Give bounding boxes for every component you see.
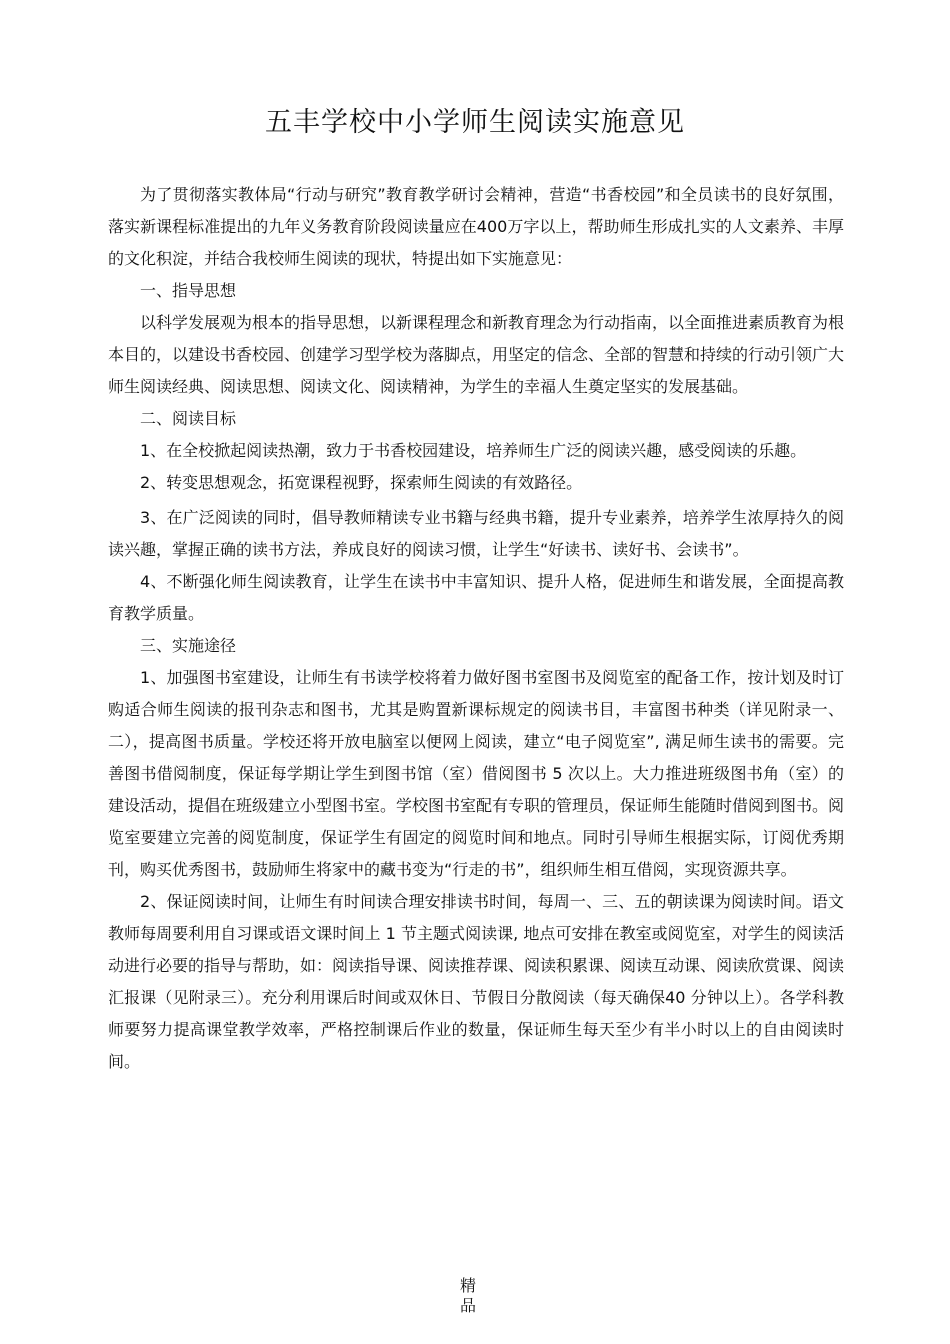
implementation-item-1: 1、加强图书室建设，让师生有书读学校将着力做好图书室图书及阅览室的配备工作，按计划及时订购适合师生阅读的报刊杂志和图书，尤其是购置新课标规定的阅读书目，丰富图书种类（详见附录一、二），提高图书质量。学校还将开放电脑室以便网上阅读，建立“电子阅览室”, 满足师生读书的需要。完善图书借阅制度，保证每学期让学生到图书馆（室）借阅图书 5 次以上。大力推进班级图书角（室）的建设活动，提倡在班级建立小型图书室。学校图书室配有专职的管理员，保证师生能随时借阅到图书。阅览室要建立完善的阅览制度，保证学生有固定的阅览时间和地点。同时引导师生根据实际，订阅优秀期刊，购买优秀图书，鼓励师生将家中的藏书变为“行走的书”，组织师生相互借阅，实现资源共享。 [108,668,845,879]
section-heading-guiding-ideology: 一、指导思想 [140,281,237,300]
document-body [108,179,844,1078]
goal-item-1: 1、在全校掀起阅读热潮，致力于书香校园建设，培养师生广泛的阅读兴趣，感受阅读的乐趣。 [140,441,807,460]
footer-mark: 精品 [459,1276,476,1315]
goal-item-2: 2、转变思想观念，拓宽课程视野，探索师生阅读的有效路径。 [140,473,583,492]
guiding-ideology-paragraph: 以科学发展观为根本的指导思想，以新课程理念和新教育理念为行动指南，以全面推进素质教育为根本目的，以建设书香校园、创建学习型学校为落脚点，用坚定的信念、全部的智慧和持续的行动引领广大师生阅读经典、阅读思想、阅读文化、阅读精神，为学生的幸福人生奠定坚实的发展基础。 [108,313,845,396]
document-title: 五丰学校中小学师生阅读实施意见 [265,107,685,138]
intro-paragraph: 为了贯彻落实教体局“行动与研究”教育教学研讨会精神，营造“书香校园”和全员读书的良好氛围，落实新课程标准提出的九年义务教育阶段阅读量应在400万字以上，帮助师生形成扎实的人文素养、丰厚的文化积淀，并结合我校师生阅读的现状，特提出如下实施意见： [108,185,844,268]
goal-item-4: 4、不断强化师生阅读教育，让学生在读书中丰富知识、提升人格，促进师生和谐发展，全面提高教育教学质量。 [108,572,844,623]
section-heading-implementation: 三、实施途径 [140,636,237,655]
implementation-item-2: 2、保证阅读时间，让师生有时间读合理安排读书时间，每周一、三、五的朝读课为阅读时间。语文教师每周要利用自习课或语文课时间上 1 节主题式阅读课, 地点可安排在教室或阅览室，对学生的阅读活动进行必要的指导与帮助，如：阅读指导课、阅读推荐课、阅读积累课、阅读互动课、阅读欣赏课、阅读汇报课（见附录三）。充分利用课后时间或双休日、节假日分散阅读（每天确保40 分钟以上）。各学科教师要努力提高课堂教学效率，严格控制课后作业的数量，保证师生每天至少有半小时以上的自由阅读时间。 [108,892,845,1071]
goal-item-3: 3、在广泛阅读的同时，倡导教师精读专业书籍与经典书籍，提升专业素养，培养学生浓厚持久的阅读兴趣，掌握正确的读书方法，养成良好的阅读习惯，让学生“好读书、读好书、会读书”。 [108,508,844,559]
section-heading-reading-goals: 二、阅读目标 [140,409,237,428]
